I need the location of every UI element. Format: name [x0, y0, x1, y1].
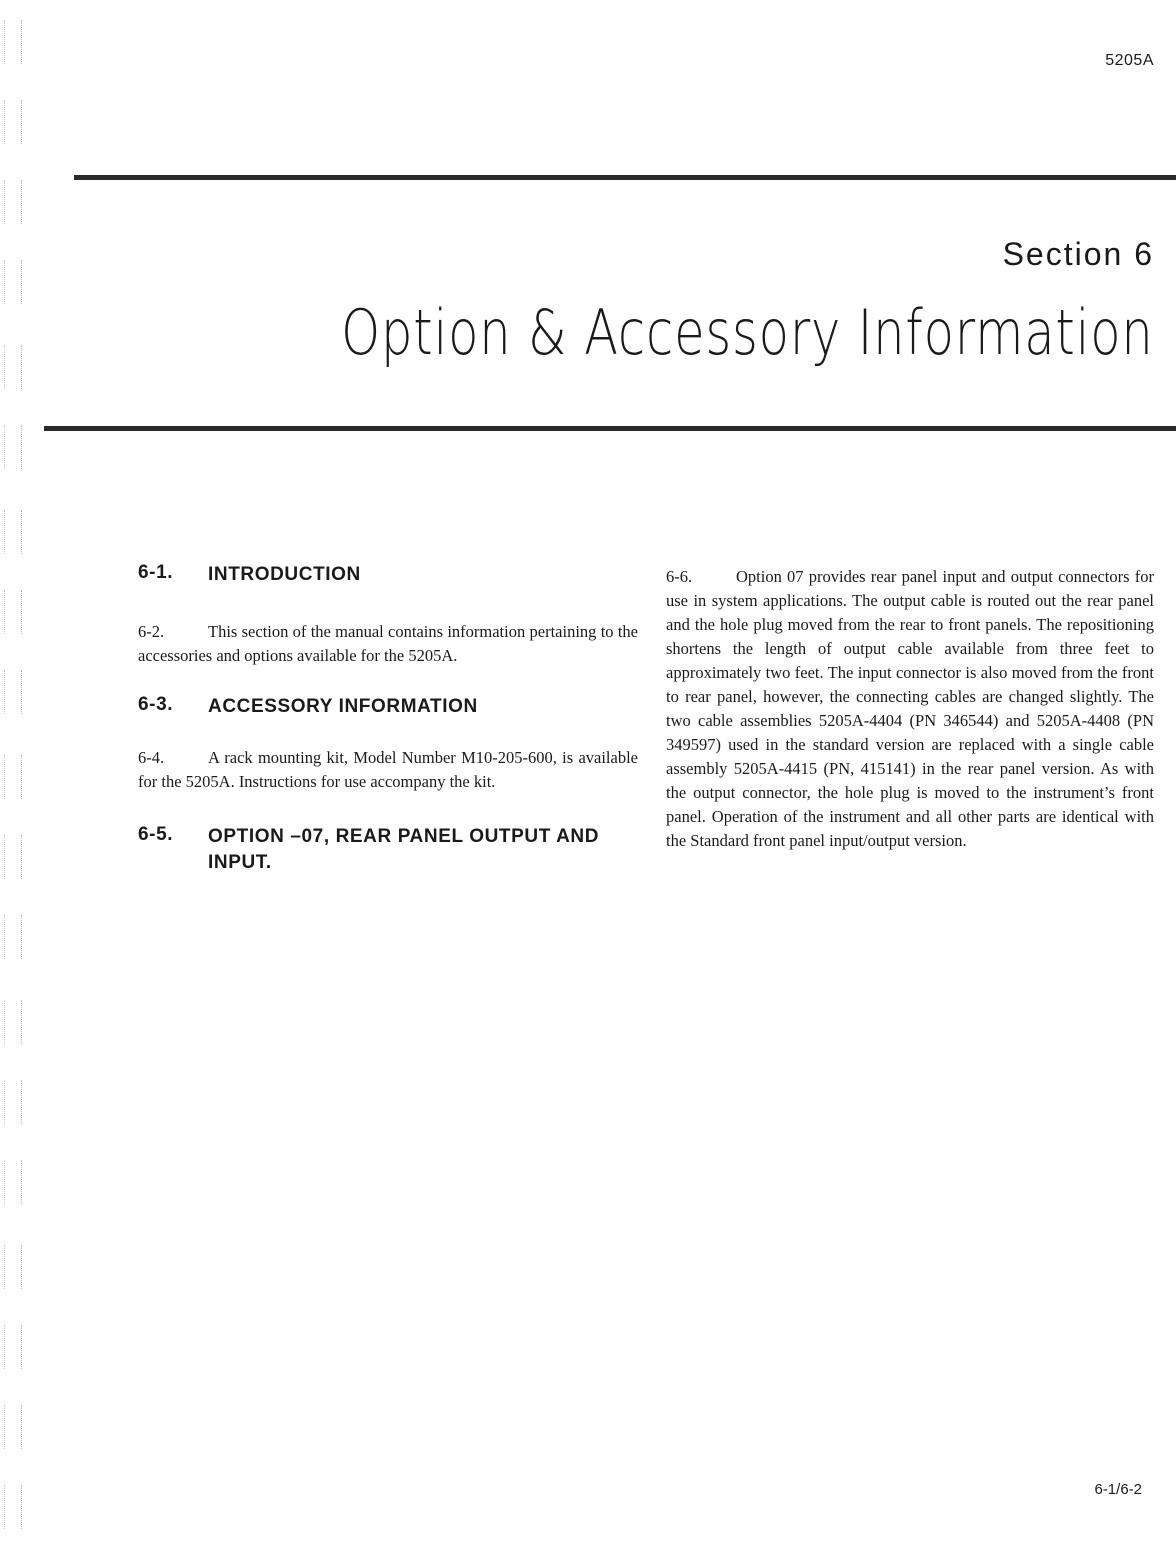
heading-accessory-information [138, 694, 638, 720]
heading-option-07 [138, 824, 638, 876]
heading-number: 6-1. [138, 562, 174, 583]
section-title: Option & Accessory Information [341, 296, 1154, 369]
heading-text: OPTION –07, REAR PANEL OUTPUT AND INPUT. [208, 826, 600, 873]
model-number: 5205A [1105, 52, 1154, 69]
right-column [666, 560, 1154, 853]
bottom-rule [44, 426, 1176, 431]
heading-text: INTRODUCTION [208, 564, 361, 585]
paragraph-6-2 [138, 620, 638, 668]
top-rule [74, 175, 1176, 180]
paragraph-6-6 [666, 565, 1154, 853]
binding-holes [0, 0, 30, 1544]
heading-text: ACCESSORY INFORMATION [208, 696, 478, 717]
paragraph-number: 6-4. [138, 748, 165, 767]
paragraph-text: This section of the manual contains information pertaining to the accessories and options available for the 5205A. [138, 622, 638, 665]
paragraph-text: A rack mounting kit, Model Number M10-205-600, is available for the 5205A. Instructions for use accompany the kit. [138, 748, 638, 791]
page-number: 6-1/6-2 [1094, 1481, 1142, 1498]
paragraph-6-4 [138, 746, 638, 794]
paragraph-number: 6-2. [138, 622, 165, 641]
paragraph-text: Option 07 provides rear panel input and output connectors for use in system applications. The output cable is routed out the rear panel and the hole plug moved from the rear to front panels. The repositioning shortens the length of output cable available from three feet to approximately two feet. The input connector is also moved from the front to rear panel, however, the connecting cables are changed slightly. The two cable assemblies 5205A-4404 (PN 346544) and 5205A-4408 (PN 349597) used in the standard version are replaced with a single cable assembly 5205A-4415 (PN, 415141) in the rear panel version. As with the output connector, the hole plug is moved to the instrument’s front panel. Operation of the instrument and all other parts are identical with the Standard front panel input/output version. [666, 567, 1154, 850]
heading-number: 6-3. [138, 694, 174, 715]
heading-introduction [138, 562, 638, 588]
heading-number: 6-5. [138, 824, 174, 845]
paragraph-number: 6-6. [666, 567, 693, 586]
left-column [138, 560, 638, 876]
section-label: Section 6 [1002, 236, 1154, 272]
